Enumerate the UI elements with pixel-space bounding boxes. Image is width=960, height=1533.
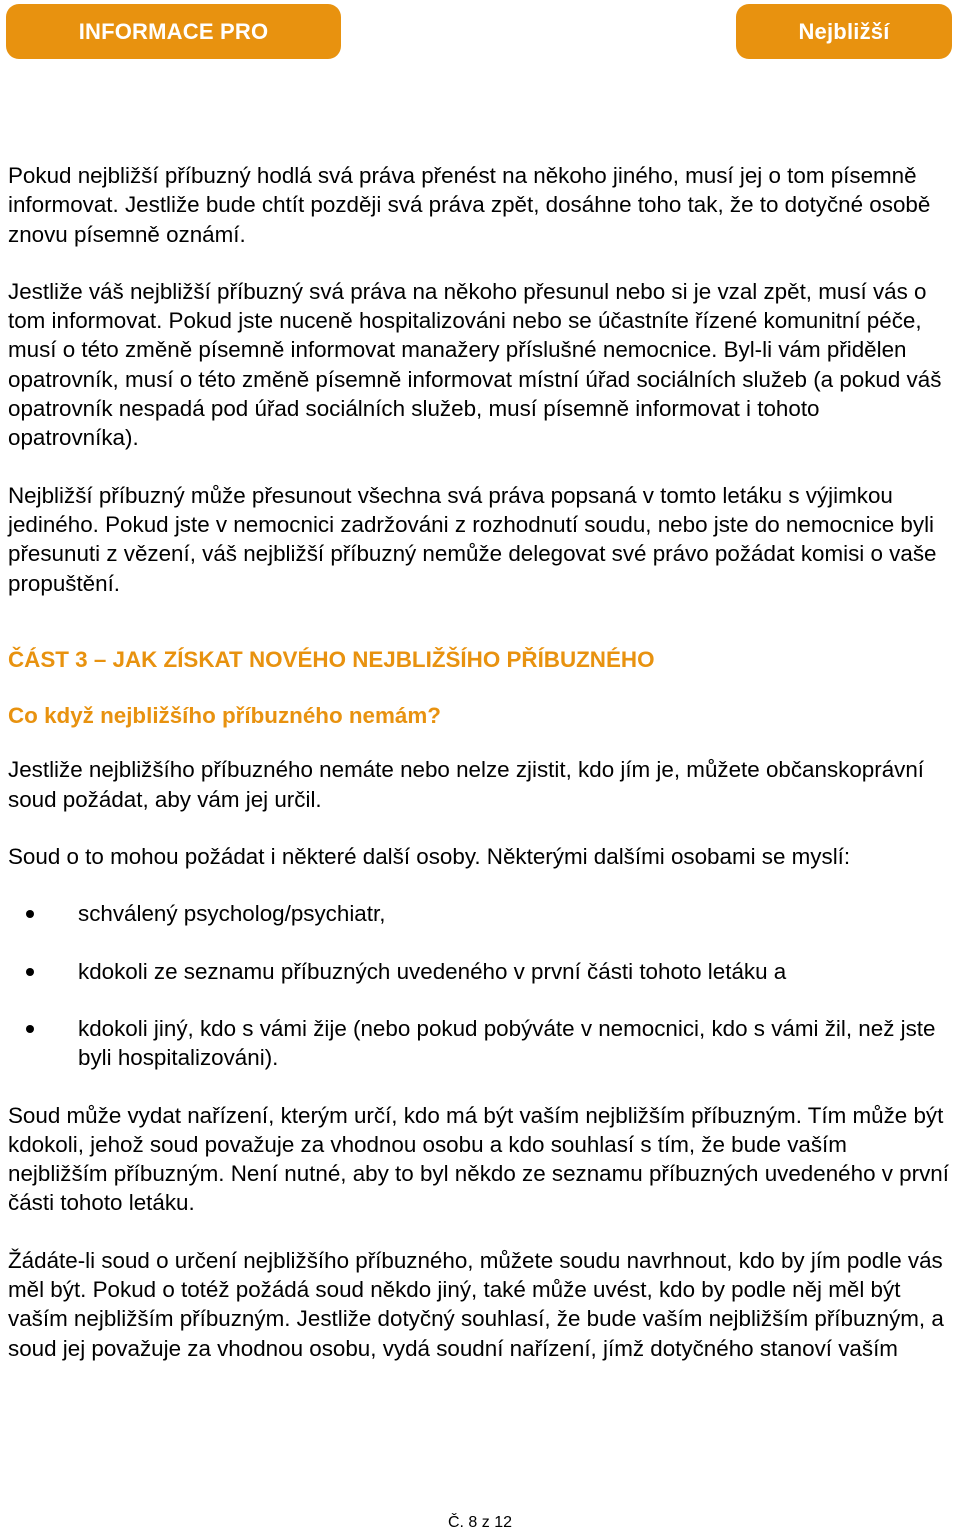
- page-number: Č. 8 z 12: [447, 1514, 513, 1531]
- list-item-text: kdokoli jiný, kdo s vámi žije (nebo pokud pobýváte v nemocnici, kdo s vámi žil, než jste byli hospitalizováni).: [78, 1015, 936, 1071]
- section-heading: ČÁST 3 – JAK ZÍSKAT NOVÉHO NEJBLIŽŠÍHO PŘÍBUZNÉHO: [8, 646, 655, 672]
- bullet-icon: [26, 910, 34, 918]
- bullet-icon: [26, 968, 34, 976]
- bullet-list: [8, 899, 952, 1072]
- document-body: [8, 161, 952, 1363]
- paragraph: Soud o to mohou požádat i některé další osoby. Některými dalšími osobami se myslí:: [8, 844, 851, 870]
- list-item: [8, 957, 952, 986]
- paragraph: Pokud nejbližší příbuzný hodlá svá práva přenést na někoho jiného, musí jej o tom písemně informovat. Jestliže bude chtít později svá práva zpět, dosáhne toho tak, že to dotyčné osobě znovu písemně oznámí.: [8, 163, 931, 247]
- list-item-text: schválený psycholog/psychiatr,: [78, 901, 386, 927]
- header-tab-label: INFORMACE PRO: [78, 18, 269, 44]
- section-subheading: Co když nejbližšího příbuzného nemám?: [8, 703, 441, 729]
- paragraph: Soud může vydat nařízení, kterým určí, kdo má být vaším nejbližším příbuzným. Tím může být kdokoli, jehož soud považuje za vhodnou osobu a kdo souhlasí s tím, že bude vaším nejbližším příbuzným. Není nutné, aby to byl někdo ze seznamu příbuzných uvedeného v první části tohoto letáku.: [8, 1102, 949, 1216]
- paragraph: Nejbližší příbuzný může přesunout všechna svá práva popsaná v tomto letáku s výjimkou jediného. Pokud jste v nemocnici zadržováni z rozhodnutí soudu, nebo jste do nemocnice byli přesunuti z vězení, váš nejbližší příbuzný nemůže delegovat své právo požádat komisi o vaše propuštění.: [8, 482, 937, 596]
- header-tab-informace-pro: [6, 4, 341, 59]
- header-tab-nejblizsi: [736, 4, 952, 59]
- list-item: [8, 1014, 952, 1073]
- list-item: [8, 899, 952, 928]
- bullet-icon: [26, 1025, 34, 1033]
- header-tab-label: Nejbližší: [798, 18, 890, 44]
- paragraph: Jestliže nejbližšího příbuzného nemáte nebo nelze zjistit, kdo jím je, můžete občanskoprávní soud požádat, aby vám jej určil.: [8, 757, 925, 812]
- paragraph: Žádáte-li soud o určení nejbližšího příbuzného, můžete soudu navrhnout, kdo by jím podle vás měl být. Pokud o totéž požádá soud někdo jiný, také může uvést, kdo by podle něj měl být vaším nejbližším příbuzným. Jestliže dotyčný souhlasí, že bude vaším nejbližším příbuzným, a soud jej považuje za vhodnou osobu, vydá soudní nařízení, jímž dotyčného stanoví vaším: [8, 1247, 944, 1361]
- paragraph: Jestliže váš nejbližší příbuzný svá práva na někoho přesunul nebo si je vzal zpět, musí vás o tom informovat. Pokud jste nuceně hospitalizováni nebo se účastníte řízené komunitní péče, musí o této změně písemně informovat manažery příslušné nemocnice. Byl-li vám přidělen opatrovník, musí o této změně písemně informovat místní úřad sociálních služeb (a pokud váš opatrovník nespadá pod úřad sociálních služeb, musí písemně informovat i tohoto opatrovníka).: [8, 278, 942, 451]
- list-item-text: kdokoli ze seznamu příbuzných uvedeného v první části tohoto letáku a: [78, 958, 787, 984]
